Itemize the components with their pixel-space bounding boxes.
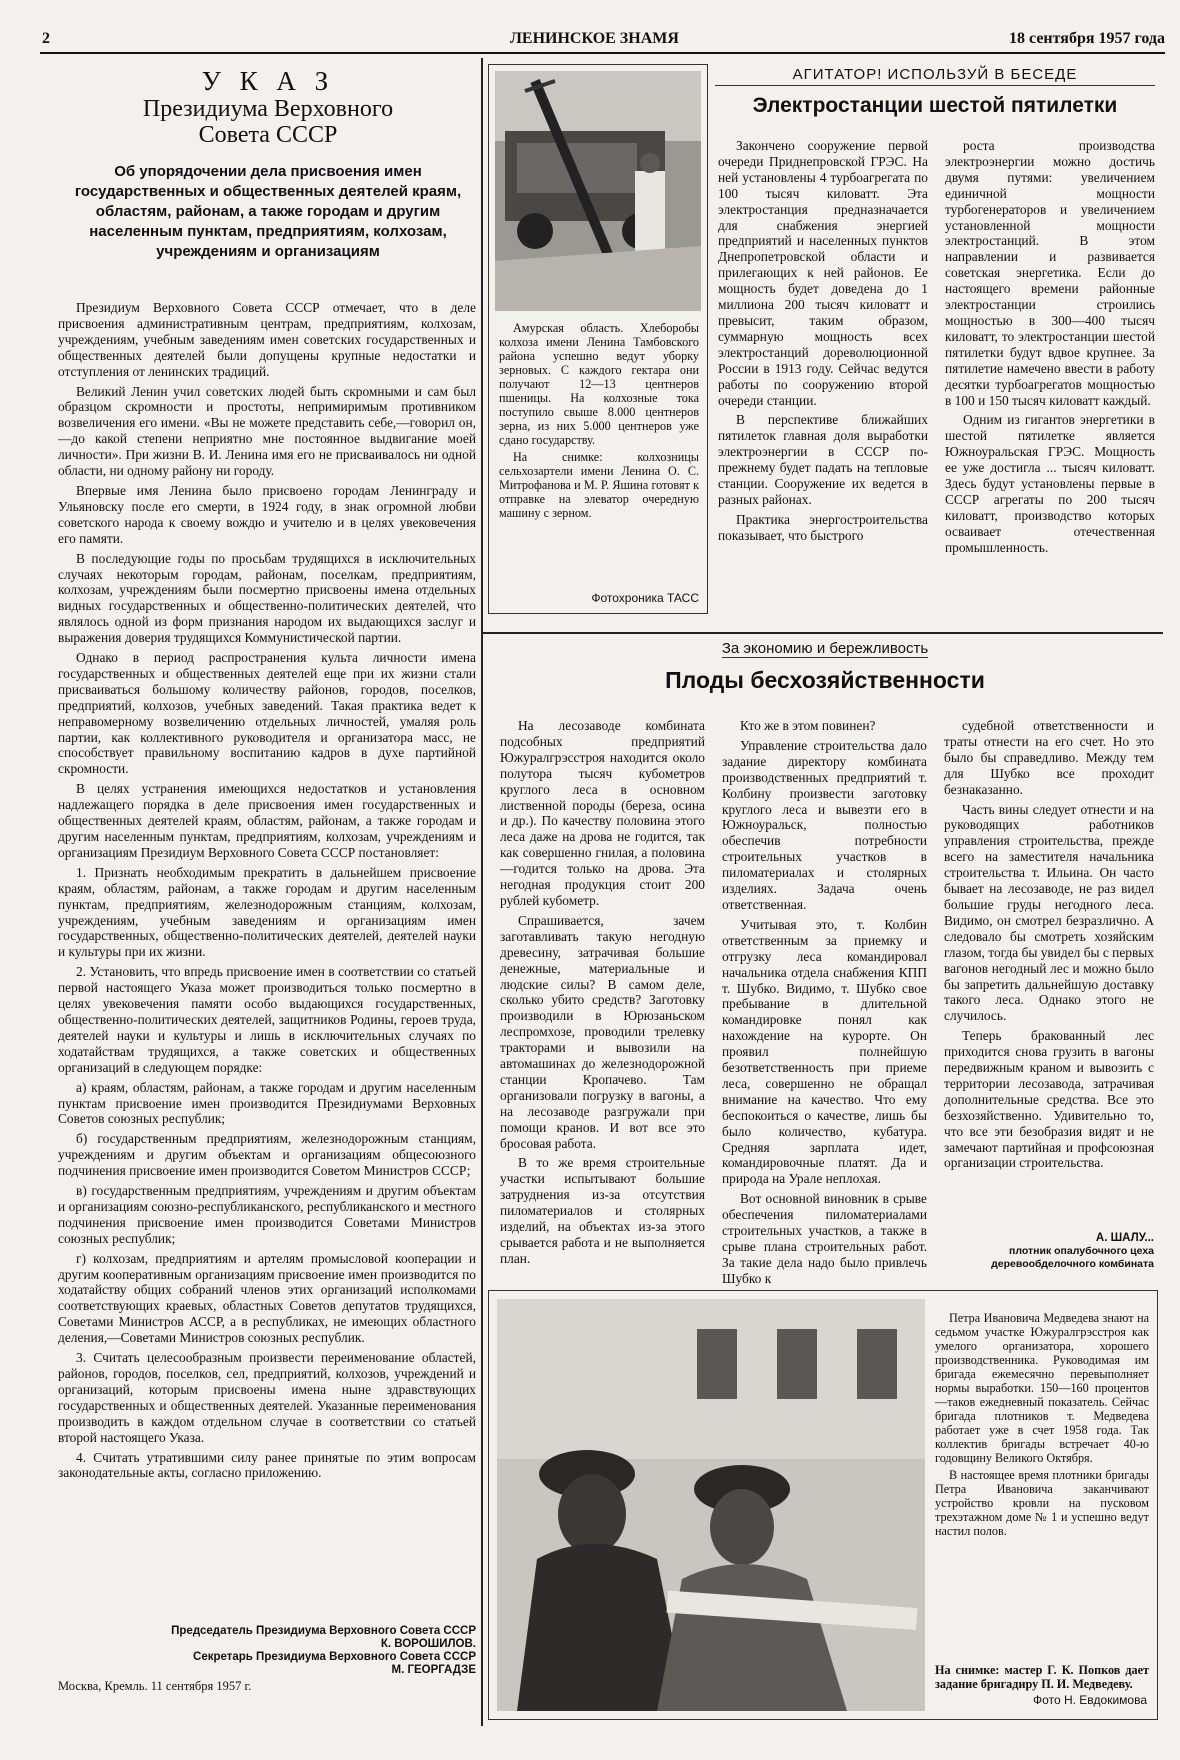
power-paragraph: Закончено сооружение первой очереди Приднепровской ГРЭС. На ней установлены 4 турбоагрегата по 100 тысяч киловатт. Эта электростанция предназначается для снабжения энергией предприятий и населенных пунктов Днепропетровской области и прилегающих к ней районов. Ее мощность будет доведена до 1 миллиона 200 тысяч киловатт и превысит, таким образом, суммарную мощность всех электростанций дореволюционной России в 1913 году. Сейчас ведутся работы по сооружению второй очереди станции. xyxy=(718,138,928,408)
decree-paragraph: 1. Признать необходимым прекратить в дальнейшем присвоение краям, областям, районам, а также городам и другим населенным пунктам, предприятиям, железнодорожным станциям, колхозам, учреждениям, учебным заведениям и организациям имен государственных, общественно-политических деятелей, деятелей науки и культуры при их жизни. xyxy=(58,864,476,960)
photo1-block xyxy=(488,64,708,614)
power-title: Электростанции шестой пятилетки xyxy=(752,94,1118,117)
power-column-1 xyxy=(718,138,928,608)
photo2-caption-bold: На снимке: мастер Г. К. Попков дает задание бригадиру П. И. Медведеву. xyxy=(935,1663,1149,1691)
waste-paragraph: Управление строительства дало задание директору комбината производственных предприятий т. Колбину произвести заготовку круглого леса и вывезти его в Южноуральск, полностью обеспечив потребности строительных участков в пиломатериалах и столярных изделиях. Задача очень ответственная. xyxy=(722,737,927,912)
photo1-caption-paragraph: На снимке: колхозницы сельхозартели имени Ленина О. С. Митрофанова и М. Р. Яшина готовят к отправке на элеватор очередную машину с зерном. xyxy=(499,450,699,520)
waste-author-role-2: деревообделочного комбината xyxy=(991,1258,1154,1270)
waste-paragraph: Часть вины следует отнести и на руководящих работников управления строительства, прежде всего на заместителя начальника строительства т. Ильина. Он часто бывает на лесозаводе, не раз видел большие груды негодного леса. Видимо, он смотрел безразлично. А следовало бы смотреть хозяйским глазом, тогда бы увидел бы с первых вагонов негодный лес и можно было бы запретить дальнейшую доставку такого леса. Однако этого не случилось. xyxy=(944,801,1154,1024)
decree-paragraph: г) колхозам, предприятиям и артелям промысловой кооперации и другим кооперативным организациям присвоение имен производится по ходатайству общих собраний членов этих организаций исполкомами соответствующих краевых, областных Советов депутатов трудящихся, Советами Министров АССР, а в республиках, не имеющих областного деления,—Советами Министров союзных республик. xyxy=(58,1250,476,1346)
place-date: Москва, Кремль. 11 сентября 1957 г. xyxy=(58,1679,252,1693)
signature-2-name: М. ГЕОРГАДЗЕ xyxy=(391,1664,476,1676)
decree-paragraph: б) государственным предприятиям, железнодорожным станциям, учреждениям и другим объектам и организациям общесоюзного подчинения присвоение имен производится Советом Министров СССР; xyxy=(58,1131,476,1179)
decree-paragraph: в) государственным предприятиям, учреждениям и другим объектам и организациям союзно-республиканского, республиканского и местного подчинения присвоение имен производится Советами Министров союзных республик; xyxy=(58,1183,476,1246)
waste-paragraph: Теперь бракованный лес приходится снова грузить в вагоны передвижным краном и вывозить с территории лесозавода, затрачивая дополнительные средства. Все это безхозяйственно. Удивительно то, что все эти безобразия видят и не замечают партийная и профсоюзная организации строительства. xyxy=(944,1028,1154,1171)
waste-paragraph: судебной ответственности и траты отнести на его счет. Но это было бы справедливо. Между тем для Шубко все проходит безнаказанно. xyxy=(944,718,1154,797)
photo1-caption xyxy=(499,321,699,523)
photo2-credit: Фото Н. Евдокимова xyxy=(1033,1693,1147,1707)
waste-paragraph: Кто же в этом повинен? xyxy=(740,718,876,733)
decree-paragraph: 4. Считать утратившими силу ранее принятые по этим вопросам законодательные акты, согласно приложению. xyxy=(58,1449,476,1481)
decree-paragraph: а) краям, областям, районам, а также городам и другим населенным пунктам присвоение имен производится Президиумами Верховных Советов союзных республик; xyxy=(58,1079,476,1127)
decree-title-line-3: Совета СССР xyxy=(198,122,338,148)
photo2-caption-paragraph: В настоящее время плотники бригады Петра Ивановича заканчивают устройство кровли на пусковом трехэтажном доме № 1 и успешно ведут настил полов. xyxy=(935,1468,1149,1538)
waste-article-heading xyxy=(500,640,1150,694)
column-divider-left xyxy=(481,58,483,1726)
decree-heading xyxy=(58,66,478,262)
waste-title: Плоды бесхозяйственности xyxy=(665,667,985,693)
page-number: 2 xyxy=(42,30,50,47)
photo2-caption-paragraph: Петра Ивановича Медведева знают на седьмом участке Южуралгрэсстроя как умелого организатора, хорошего производственника. Руководимая им бригада ежемесячно перевыполняет нормы выработки. 150—160 процентов—таков ежедневный показатель. Сейчас бригада плотников т. Медведева работает уже в счет 1958 года. Так коллектив бригады встречает 40-ю годовщину Великого Октября. xyxy=(935,1311,1149,1465)
waste-column-3 xyxy=(944,718,1154,1228)
waste-paragraph: В то же время строительные участки испытывают большие затруднения из-за отсутствия пиломатериалов и столярных изделий, на объектах из-за этого срывается работа и не выполняется план. xyxy=(500,1155,705,1266)
waste-paragraph: Вот основной виновник в срыве обеспечения пиломатериалами строительных участков, а также в срыве плана строительных работ. За такие дела надо было привлечь Шубко к xyxy=(722,1191,927,1286)
decree-title-line-2: Президиума Верховного xyxy=(142,96,394,122)
decree-paragraph: Великий Ленин учил советских людей быть скромными и сам был образцом скромности и простоты, непримиримым противником возвеличения его имени. «Вы не можете представить себе,—говорил он,—до какой степени неприятно мне постоянное выдвигание моей личности». При жизни В. И. Ленина имя его не присваивалось ни одной области, ни одному району ни городу. xyxy=(58,383,476,479)
photo2-caption xyxy=(935,1311,1149,1541)
decree-subtitle: Об упорядочении дела присвоения имен государственных и общественных деятелей краям, областям, районам, а также городам и другим населенным пунктам, предприятиям, колхозам, учреждениям и организациям xyxy=(74,163,462,260)
waste-rubric-text: За экономию и бережливость xyxy=(721,640,929,657)
waste-paragraph: Учитывая это, т. Колбин ответственным за приемку и отгрузку леса командировал начальника отдела снабжения КПП т. Шубко. Видимо, т. Шубко свое пребывание в длительной командировке понял как нахождение на курорте. Он проявил полнейшую безответственность при приеме леса, совершенно не обращал внимание на качество. Что ему беспокоиться о качестве, лишь бы было количество, кубатура. Средняя зарплата идет, командировочные платят. Да и природа на Урале неплохая. xyxy=(722,916,927,1187)
brigade-photo xyxy=(497,1299,925,1711)
photo1-caption-paragraph: Амурская область. Хлеборобы колхоза имени Ленина Тамбовского района успешно ведут уборку зерновых. С каждого гектара они получают 12—13 центнеров пшеницы. На колхозные тока поступило свыше 8.000 центнеров зерна, из них 5.000 центнеров уже сдано государству. xyxy=(499,321,699,447)
power-paragraph: Одним из гигантов энергетики в шестой пятилетке является Южноуральская ГРЭС. Мощность ее уже достигла ... тысяч киловатт. Здесь будут установлены первые в СССР агрегаты по 200 тысяч киловатт, производство которых осваивает отечественная промышленность. xyxy=(945,412,1155,555)
waste-column-2 xyxy=(722,718,927,1288)
photo2-block xyxy=(488,1290,1158,1720)
signature-1-name: К. ВОРОШИЛОВ. xyxy=(380,1638,476,1650)
waste-column-1 xyxy=(500,718,705,1288)
decree-body xyxy=(58,300,476,1620)
decree-title: У К А З xyxy=(201,66,335,96)
waste-author-name: А. ШАЛУ... xyxy=(1095,1232,1154,1244)
power-paragraph: В перспективе ближайших пятилеток главная доля выработки электроэнергии в СССР по-прежнему будет падать на тепловые станции. Сооружение их ведется в разных районах. xyxy=(718,412,928,507)
decree-paragraph: Впервые имя Ленина было присвоено городам Ленинграду и Ульяновску после его смерти, в 1924 году, в знак огромной любви советского народа к своему вождю и учителю и в целях увековечения его памяти. xyxy=(58,482,476,546)
waste-rubric xyxy=(500,640,1150,657)
decree-paragraph: 2. Установить, что впредь присвоение имен в соответствии со статьей первой настоящего Указа может производиться только посмертно в целях увековечения памяти особо выдающихся государственных, общественно-политических деятелей, защитников Родины, героев труда, деятелей науки и культуры и лишь в исключительных случаях по ходатайствам трудящихся, а также советских и общественных организаций в следующем порядке: xyxy=(58,964,476,1075)
section-divider xyxy=(483,632,1163,634)
power-column-2 xyxy=(945,138,1155,608)
page-header xyxy=(40,24,1165,54)
harvest-photo xyxy=(495,71,701,311)
decree-paragraph: 3. Считать целесообразным произвести переименование областей, районов, городов, поселков, сел, предприятий, колхозов, учреждений и организаций, которым присвоены имена ныне здравствующих государственных и общественных деятелей. Указанные переименования производить в каждом отдельном случае в соответствии со статьей второй настоящего Указа. xyxy=(58,1350,476,1445)
power-paragraph: роста производства электроэнергии можно достичь двумя путями: увеличением единичной мощности турбогенераторов и увеличением установленной мощности электростанций. В этом направлении и развивается советская энергетика. Если до настоящего времени районные электростанции строились мощностью в 300—400 тысяч киловатт, то электростанции шестой пятилетки будут вдвое крупнее. За пятилетие намечено ввести в работу десятки турбоагрегатов мощностью в 100 и 150 тысяч киловатт каждый. xyxy=(945,138,1155,408)
waste-author xyxy=(944,1232,1154,1271)
power-article-heading xyxy=(715,66,1155,118)
power-rubric: АГИТАТОР! ИСПОЛЬЗУЙ В БЕСЕДЕ xyxy=(715,66,1155,86)
decree-paragraph: В целях устранения имеющихся недостатков и установления надлежащего порядка в деле присвоения имен государственных и общественных деятелей краям, областям, районам, а также городам и другим населенным пунктам, предприятиям, колхозам, учреждениям и организациям Президиум Верховного Совета СССР постановляет: xyxy=(58,781,476,860)
waste-author-role-1: плотник опалубочного цеха xyxy=(1009,1245,1154,1257)
decree-paragraph: Президиум Верховного Совета СССР отмечает, что в деле присвоения административным центрам, предприятиям, колхозам, учреждениям, учебным заведениям имен советских государственных и общественных деятелей были допущены крупные недостатки и отступления от ленинских традиций. xyxy=(58,300,476,379)
signature-1-title: Председатель Президиума Верховного Совета СССР xyxy=(171,1625,476,1637)
issue-date: 18 сентября 1957 года xyxy=(1009,30,1165,47)
decree-paragraph: В последующие годы по просьбам трудящихся в исключительных случаях некоторым городам, районам, поселкам, предприятиям, колхозам, учреждениям были посмертно присвоены имена отдельных видных государственных и общественно-политических деятелей, что являлось одной из форм признания народом их выдающихся заслуг и выражения доверия трудящихся Коммунистической партии. xyxy=(58,550,476,646)
power-paragraph: Практика энергостроительства показывает, что быстрого xyxy=(718,511,928,543)
newspaper-title: ЛЕНИНСКОЕ ЗНАМЯ xyxy=(510,30,679,47)
waste-paragraph: Спрашивается, зачем заготавливать такую негодную древесину, затрачивая большие денежные, материальные и людские силы? В самом деле, сколько убито средств? Заготовку производили в Юрюзаньском леспромхозе, проводили трелевку тракторами и вывозили на автомашинах до железнодорожной станции Кропачево. Там организовали погрузку в вагоны, а на лесозаводе разгружали при помощи кранов. И вот все это бросовая работа. xyxy=(500,912,705,1151)
decree-signatures xyxy=(58,1625,476,1694)
waste-paragraph: На лесозаводе комбината подсобных предприятий Южуралгрэсстроя находится около полутора тысяч кубометров круглого леса в основном лиственной породы (береза, осина и др.). По качеству половина этого леса даже на дрова не годится, так как совершенно гнилая, а половина—годится только на дрова. Эта негодная продукция стоит 200 рублей кубометр. xyxy=(500,718,705,908)
decree-paragraph: Однако в период распространения культа личности имена государственных и общественных деятелей еще при их жизни стали присваиваться большому количеству районов, городов, поселков, предприятий, колхозов, учебных заведений. Такая практика ведет к неправомерному возвеличению отдельных личностей, умаляя роль партии, как коллективного руководителя и организатора масс, не способствует правильному воспитанию кадров в духе партийной скромности. xyxy=(58,650,476,777)
signature-2-title: Секретарь Президиума Верховного Совета СССР xyxy=(193,1651,476,1663)
photo1-credit: Фотохроника ТАСС xyxy=(591,591,699,605)
